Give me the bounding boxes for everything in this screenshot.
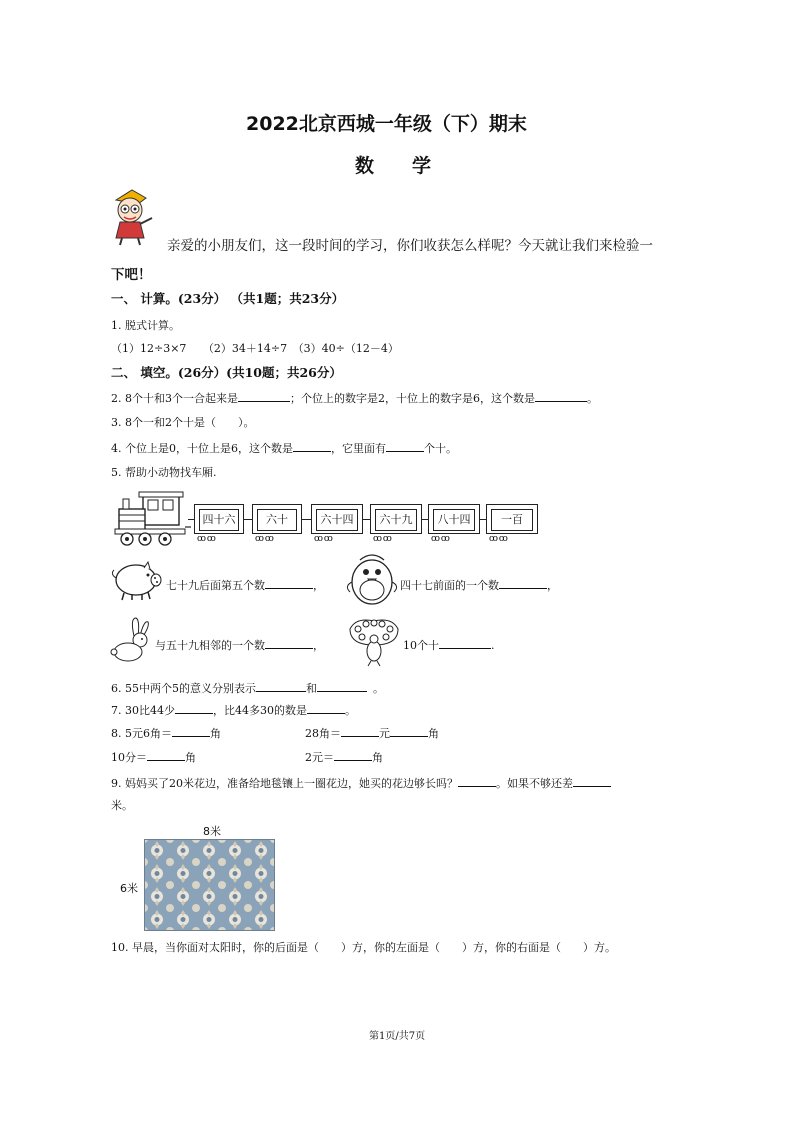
- answer-blank[interactable]: [265, 576, 313, 589]
- answer-blank[interactable]: [439, 636, 491, 649]
- rabbit-question-text: 与五十九相邻的一个数: [155, 639, 265, 652]
- question-5: 5. 帮助小动物找车厢.: [111, 466, 217, 479]
- peacock-question-text: 10个十: [403, 639, 439, 652]
- question-8-part-c: [111, 748, 196, 765]
- penguin-question: [400, 576, 558, 593]
- punctuation: .: [491, 639, 495, 652]
- train-car-label: 八十四: [433, 509, 475, 531]
- train-car[interactable]: [486, 504, 538, 544]
- answer-blank[interactable]: [175, 701, 213, 714]
- train-car[interactable]: [370, 504, 422, 544]
- question-1-items: （1）12÷3×7 （2）34＋14÷7 （3）40÷（12－4）: [111, 342, 399, 355]
- question-4-text-a: 4. 个位上是0，十位上是6，这个数是: [111, 442, 293, 455]
- question-2-text-a: 2. 8个十和3个一合起来是: [111, 392, 238, 405]
- rug-width-label: 8米: [203, 825, 221, 838]
- peacock-icon: [346, 615, 402, 667]
- punctuation: ，: [313, 579, 324, 592]
- question-4-text-b: ，它里面有: [331, 442, 386, 455]
- intro-line-2: 下吧！: [111, 267, 152, 283]
- train-car[interactable]: [311, 504, 363, 544]
- answer-blank[interactable]: [334, 748, 372, 761]
- train-engine-illustration: [113, 491, 191, 547]
- answer-blank[interactable]: [390, 724, 428, 737]
- answer-blank[interactable]: [317, 679, 367, 692]
- wheels-icon: ꝏ ꝏ: [489, 534, 507, 544]
- question-9: [111, 774, 611, 791]
- wheels-icon: ꝏ ꝏ: [314, 534, 332, 544]
- question-8-part-a: [111, 724, 221, 741]
- question-6-text-b: 和: [306, 682, 317, 695]
- car-link: [244, 519, 252, 520]
- question-8-part-d: [305, 748, 383, 765]
- question-6-text-a: 6. 55中两个5的意义分别表示: [111, 682, 256, 695]
- train-car[interactable]: [428, 504, 480, 544]
- question-7: [111, 701, 356, 718]
- question-10: 10. 早晨，当你面对太阳时，你的后面是（ ）方，你的左面是（ ）方，你的右面是（ ）方。: [111, 941, 616, 954]
- question-2-text-b: ；个位上的数字是2，十位上的数字是6，这个数是: [290, 392, 535, 405]
- wheels-icon: ꝏ ꝏ: [197, 534, 215, 544]
- page-number: 第1页/共7页: [369, 1031, 426, 1042]
- train-car-label: 四十六: [199, 509, 239, 531]
- question-7-text-c: 。: [345, 704, 356, 717]
- question-7-text-b: ，比44多30的数是: [213, 704, 307, 717]
- answer-blank[interactable]: [458, 774, 496, 787]
- answer-blank[interactable]: [265, 636, 313, 649]
- rug-image: [144, 839, 275, 931]
- section-1-heading: 一、 计算。(23分） （共1题；共23分）: [111, 291, 345, 306]
- intro-line-1: 亲爱的小朋友们，这一段时间的学习，你们收获怎么样呢？今天就让我们来检验一: [167, 238, 653, 254]
- answer-blank[interactable]: [256, 679, 306, 692]
- answer-blank[interactable]: [386, 439, 424, 452]
- answer-blank[interactable]: [238, 389, 290, 402]
- mascot-illustration: [110, 188, 156, 246]
- wheels-icon: ꝏ ꝏ: [431, 534, 449, 544]
- question-6: [111, 679, 384, 696]
- question-3: 3. 8个一和2个十是（ ）。: [111, 416, 255, 429]
- unit-label: 角: [210, 727, 221, 740]
- question-8-part-b: [305, 724, 439, 741]
- punctuation: ，: [547, 579, 558, 592]
- question-6-text-c: 。: [373, 682, 384, 695]
- wheels-icon: ꝏ ꝏ: [373, 534, 391, 544]
- pig-question-text: 七十九后面第五个数: [166, 579, 265, 592]
- penguin-icon: [342, 552, 402, 606]
- question-4: [111, 439, 457, 456]
- question-9-text-b: 。如果不够还差: [496, 777, 573, 790]
- question-2: [111, 389, 598, 406]
- question-9-unit: 米。: [111, 799, 133, 812]
- train-car-label: 六十: [257, 509, 297, 531]
- answer-blank[interactable]: [307, 701, 345, 714]
- unit-label: 角: [185, 751, 196, 764]
- train-car-label: 一百: [491, 509, 533, 531]
- question-8-text: 8. 5元6角＝: [111, 727, 172, 740]
- question-7-text-a: 7. 30比44少: [111, 704, 175, 717]
- punctuation: ，: [313, 639, 324, 652]
- answer-blank[interactable]: [341, 724, 379, 737]
- section-2-heading: 二、 填空。(26分）(共10题；共26分）: [111, 365, 342, 380]
- answer-blank[interactable]: [147, 748, 185, 761]
- answer-blank[interactable]: [499, 576, 547, 589]
- pig-question: [166, 576, 324, 593]
- rabbit-icon: [110, 616, 154, 664]
- unit-label: 角: [372, 751, 383, 764]
- question-8-text: 10分＝: [111, 751, 147, 764]
- question-1: 1. 脱式计算。: [111, 319, 180, 332]
- unit-label: 角: [428, 727, 439, 740]
- answer-blank[interactable]: [293, 439, 331, 452]
- question-4-text-c: 个十。: [424, 442, 457, 455]
- peacock-question: [403, 636, 495, 653]
- train-car[interactable]: [252, 504, 302, 544]
- rabbit-question: [155, 636, 324, 653]
- subject-title: 数 学: [355, 155, 432, 177]
- car-link: [302, 519, 311, 520]
- question-8-text: 2元＝: [305, 751, 334, 764]
- unit-label: 元: [379, 727, 390, 740]
- pig-icon: [110, 560, 164, 602]
- wheels-icon: ꝏ ꝏ: [255, 534, 273, 544]
- car-link: [363, 519, 370, 520]
- page-title: 2022北京西城一年级（下）期末: [246, 113, 527, 135]
- question-9-text-a: 9. 妈妈买了20米花边，准备给地毯镶上一圈花边，她买的花边够长吗？: [111, 777, 458, 790]
- penguin-question-text: 四十七前面的一个数: [400, 579, 499, 592]
- train-car-label: 六十九: [375, 509, 417, 531]
- question-8-text: 28角＝: [305, 727, 341, 740]
- answer-blank[interactable]: [172, 724, 210, 737]
- answer-blank[interactable]: [573, 774, 611, 787]
- question-2-text-c: 。: [587, 392, 598, 405]
- answer-blank[interactable]: [535, 389, 587, 402]
- train-car-label: 六十四: [316, 509, 358, 531]
- rug-height-label: 6米: [120, 882, 138, 895]
- train-car[interactable]: [194, 504, 244, 544]
